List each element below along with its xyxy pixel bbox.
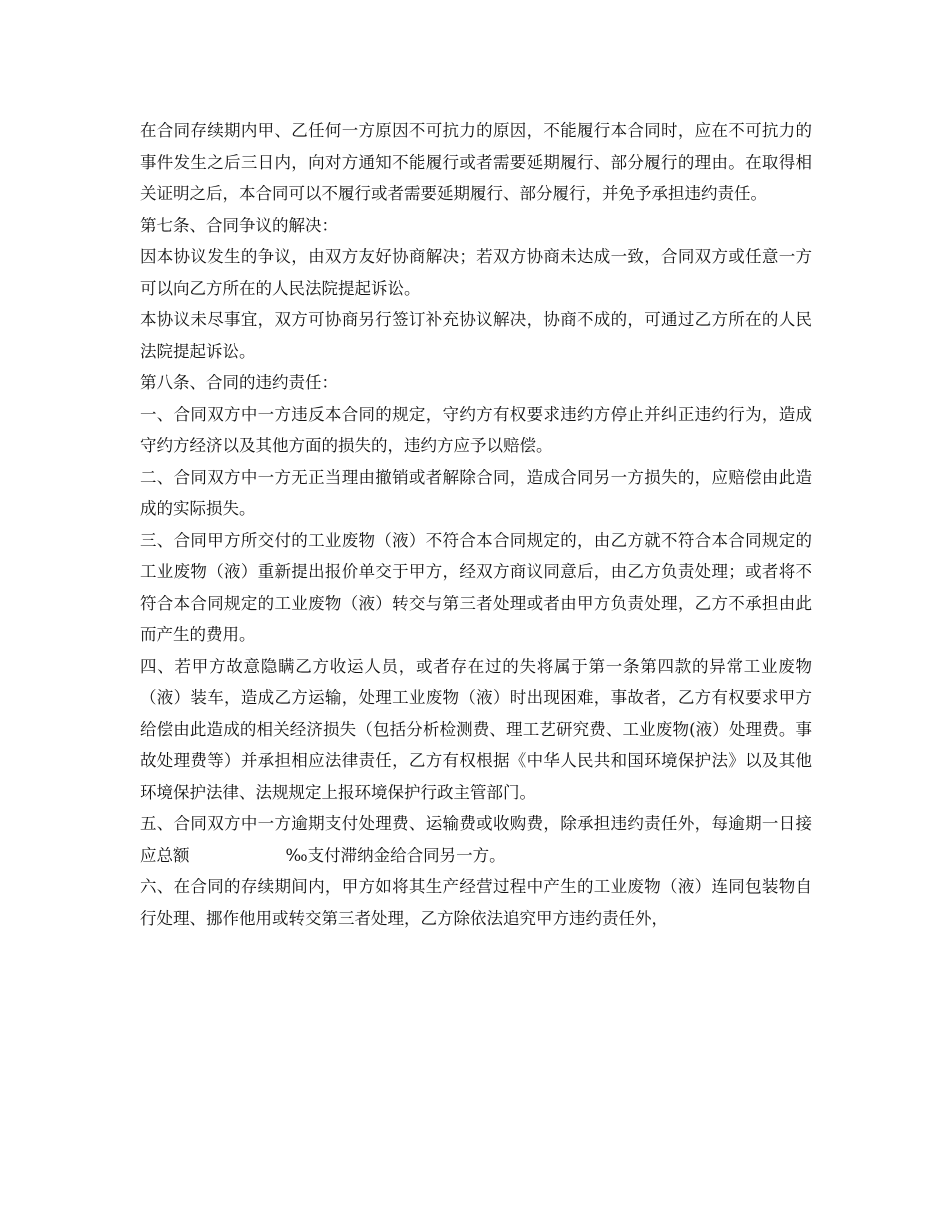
clause-5-text-end: ‰支付滞纳金给合同另一方。 [285,845,506,865]
paragraph-supplementary-agreement: 本协议未尽事宜，双方可协商另行签订补充协议解决，协商不成的，可通过乙方所在的人民法院提起诉讼。 [140,310,812,361]
paragraph-clause-1: 一、合同双方中一方违反本合同的规定，守约方有权要求违约方停止并纠正违约行为，造成守约方经济以及其他方面的损失的，违约方应予以赔偿。 [140,404,812,455]
paragraph-force-majeure: 在合同存续期内甲、乙任何一方原因不可抗力的原因，不能履行本合同时，应在不可抗力的事件发生之后三日内，向对方通知不能履行或者需要延期履行、部分履行的理由。在取得相关证明之后，本合同可以不履行或者需要延期履行、部分履行，并免予承担违约责任。 [140,121,812,203]
heading-article-7: 第七条、合同争议的解决： [140,215,338,235]
paragraph-clause-4: 四、若甲方故意隐瞒乙方收运人员，或者存在过的失将属于第一条第四款的异常工业废物（液）装车，造成乙方运输，处理工业废物（液）时出现困难，事故者，乙方有权要求甲方给偿由此造成的相关经济损失（包括分析检测费、理工艺研究费、工业废物(液）处理费。事故处理费等）并承担相应法律责任，乙方有权根据《中华人民共和国环境保护法》以及其他环境保护法律、法规规定上报环境保护行政主管部门。 [140,656,812,802]
document-body [140,115,812,934]
paragraph-clause-6: 六、在合同的存续期间内，甲方如将其生产经营过程中产生的工业废物（液）连同包装物自行处理、挪作他用或转交第三者处理，乙方除依法追究甲方违约责任外， [140,877,812,928]
paragraph-clause-5 [140,808,812,871]
clause-5-text-start: 五、合同双方中一方逾期支付处理费、运输费或收购费，除承担违约责任外，每逾期一日接应总额 [140,814,812,865]
heading-article-8: 第八条、合同的违约责任： [140,373,338,392]
paragraph-clause-3: 三、合同甲方所交付的工业废物（液）不符合本合同规定的，由乙方就不符合本合同规定的工业废物（液）重新提出报价单交于甲方，经双方商议同意后，由乙方负责处理；或者将不符合本合同规定的工业废物（液）转交与第三者处理或者由甲方负责处理，乙方不承担由此而产生的费用。 [140,530,812,644]
paragraph-dispute-resolution: 因本协议发生的争议，由双方友好协商解决；若双方协商未达成一致，合同双方或任意一方可以向乙方所在的人民法院提起诉讼。 [140,247,812,298]
paragraph-clause-2: 二、合同双方中一方无正当理由撤销或者解除合同，造成合同另一方损失的，应赔偿由此造成的实际损失。 [140,467,812,518]
